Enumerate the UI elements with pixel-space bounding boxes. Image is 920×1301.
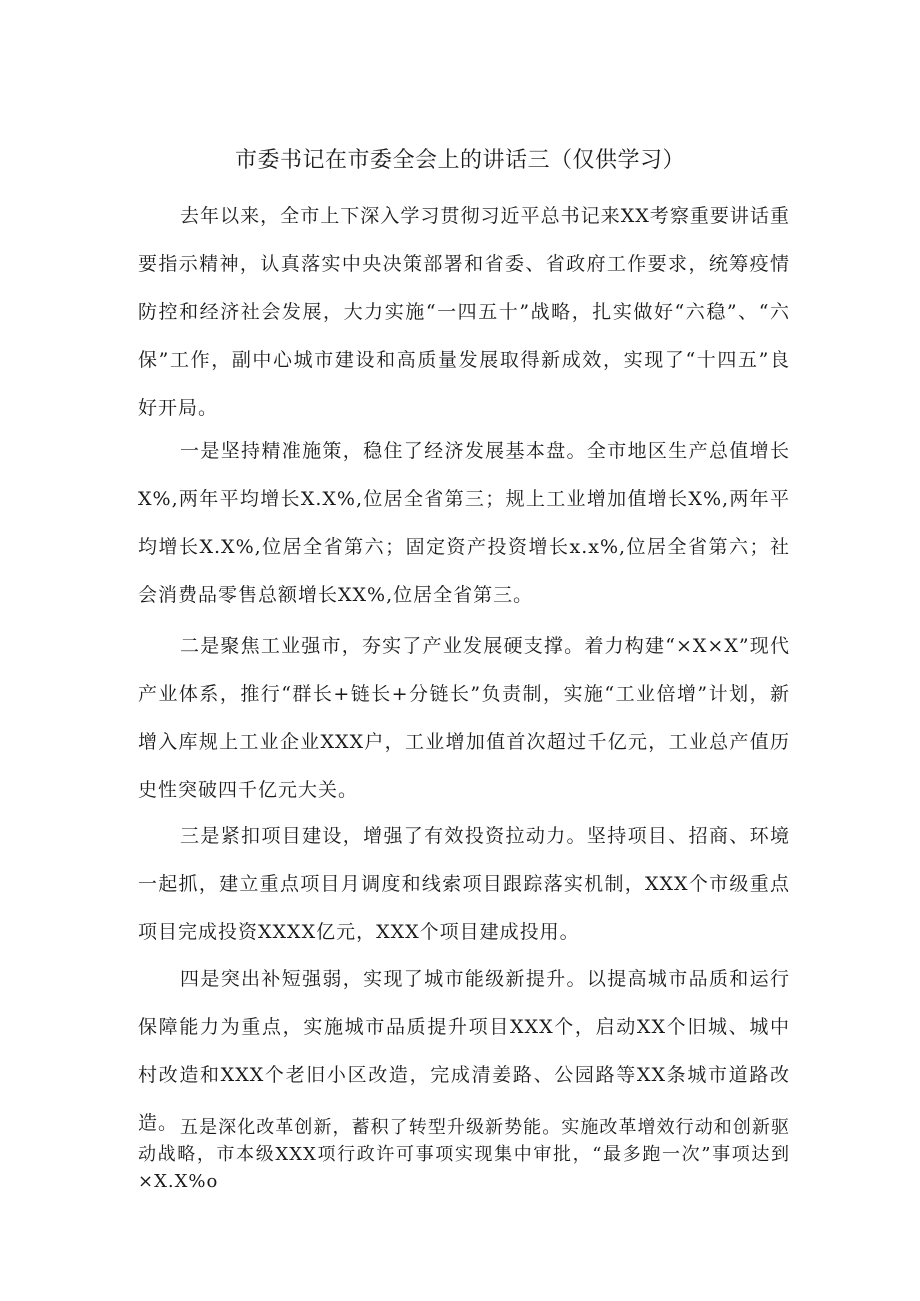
document-title: 市委书记在市委全会上的讲话三（仅供学习） — [234, 148, 685, 173]
paragraph-city: 四是突出补短强弱，实现了城市能级新提升。以提高城市品质和运行保障能力为重点，实施城市品质提升项目XXX个，启动XX个旧城、城中村改造和XXX个老旧小区改造，完成清姜路、公园路等XX条城市道路改造。 — [138, 968, 790, 1134]
paragraph-economy: 一是坚持精准施策，稳住了经济发展基本盘。全市地区生产总值增长X%,两年平均增长X.X%,位居全省第三；规上工业增加值增长X%,两年平均增长X.X%,位居全省第六；固定资产投资增长x.x%,位居全省第六；社会消费品零售总额增长XX%,位居全省第三。 — [138, 440, 790, 606]
paragraph-projects: 三是紧扣项目建设，增强了有效投资拉动力。坚持项目、招商、环境一起抓，建立重点项目月调度和线索项目跟踪落实机制，XXX个市级重点项目完成投资XXXX亿元，XXX个项目建成投用。 — [138, 825, 790, 943]
paragraph-reform: 五是深化改革创新，蓄积了转型升级新势能。实施改革增效行动和创新驱动战略，市本级XXX项行政许可事项实现集中审批，“最多跑一次”事项达到×X.X%o — [138, 1117, 790, 1192]
paragraph-intro: 去年以来，全市上下深入学习贯彻习近平总书记来XX考察重要讲话重要指示精神，认真落实中央决策部署和省委、省政府工作要求，统筹疫情防控和经济社会发展，大力实施“一四五十”战略，扎实做好“六稳”、“六保”工作，副中心城市建设和高质量发展取得新成效，实现了“十四五”良好开局。 — [138, 205, 790, 419]
paragraph-industry: 二是聚焦工业强市，夯实了产业发展硬支撑。着力构建“×X×X”现代产业体系，推行“群长+链长+分链长”负责制，实施“工业倍增”计划，新增入库规上工业企业XXX户，工业增加值首次超过千亿元，工业总产值历史性突破四千亿元大关。 — [138, 635, 790, 801]
